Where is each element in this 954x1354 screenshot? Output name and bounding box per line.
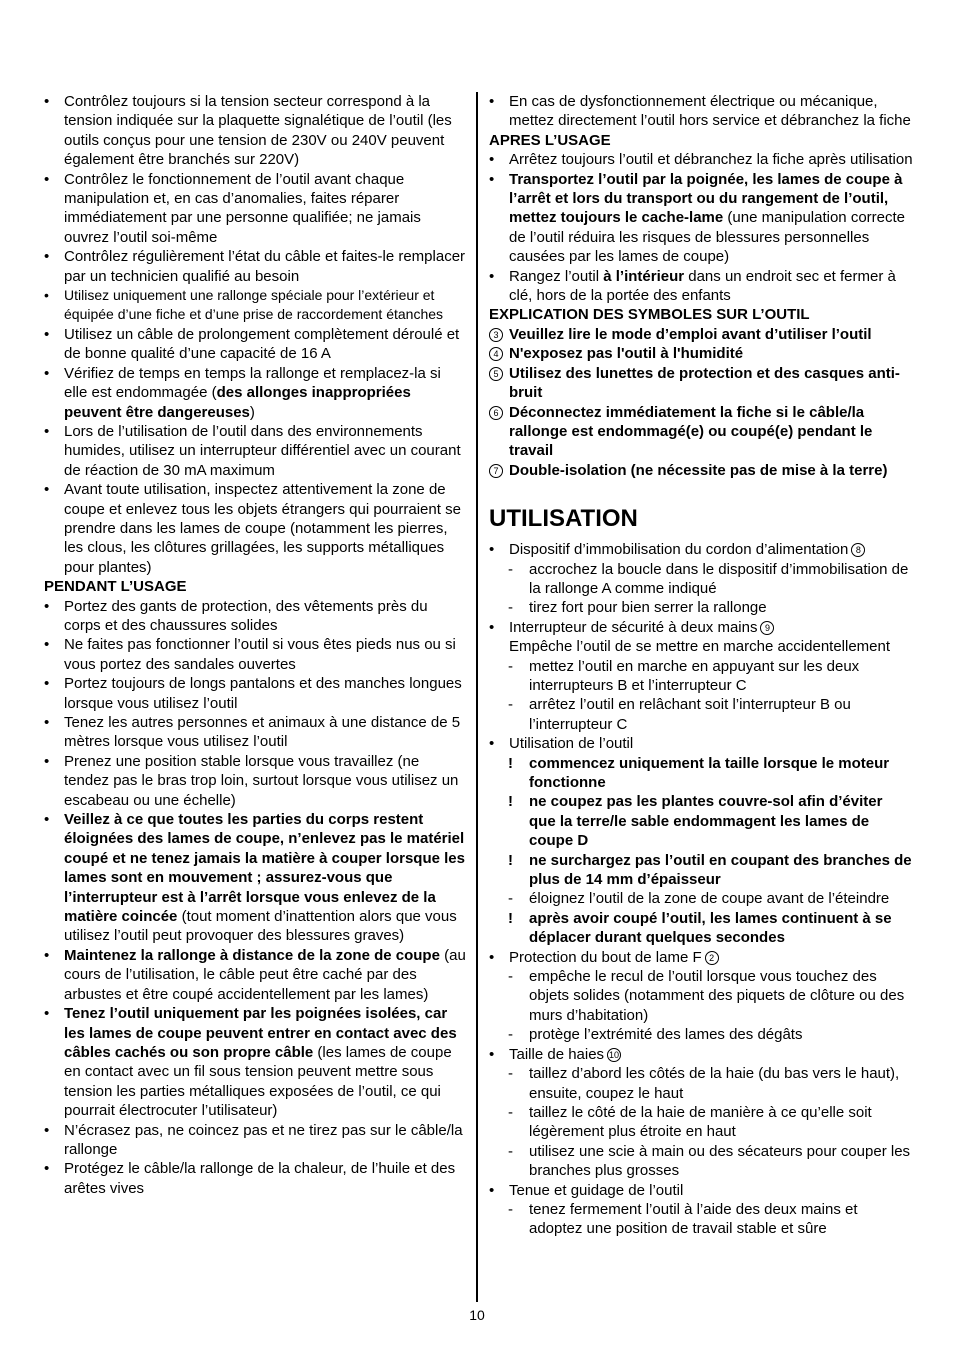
circled-number: 3 <box>489 328 503 342</box>
list-item: • Protégez le câble/la rallonge de la chaleur, de l’huile et des arêtes vives <box>44 1159 466 1198</box>
list-item: • Tenez les autres personnes et animaux à une distance de 5 mètres lorsque vous utilisez l’outil <box>44 713 466 752</box>
list-item: • Tenue et guidage de l’outil <box>489 1181 913 1200</box>
sub-item: - mettez l’outil en marche en appuyant sur les deux interrupteurs B et l’interrupteur C <box>508 657 860 694</box>
symbol-item: 4 N'exposez pas l'outil à l'humidité <box>489 344 913 363</box>
symbol-item: 6 Déconnectez immédiatement la fiche si le câble/la rallonge est endommagé(e) ou coupé(e) pendant le travail <box>489 403 913 461</box>
list-item: • En cas de dysfonctionnement électrique ou mécanique, mettez directement l’outil hors service et débranchez la fiche <box>489 92 913 131</box>
warning-text: Veillez à ce que toutes les parties du corps restent éloignées des lames de coupe, n’enlevez pas le matériel coupé et ne tenez jamais la matière à couper lorsque les lames sont en mouvement ; assurez-vous que l’interrupteur est à l’arrêt lorsque vous enlevez de la matière coincée <box>64 811 465 926</box>
list-item: • Utilisez un câble de prolongement complètement déroulé et de bonne qualité d’une capacité de 16 A <box>44 325 466 364</box>
warning-text: des allonges inappropriées peuvent être dangereuses <box>64 384 411 421</box>
list-item: • Protection du bout de lame F 2 <box>489 948 913 967</box>
sub-item: - empêche le recul de l’outil lorsque vous touchez des objets solides (notamment des piquets de clôture ou des murs d’habitation) <box>508 968 905 1024</box>
sub-item: - tenez fermement l’outil à l’aide des deux mains et adoptez une position de travail stable et sûre <box>508 1200 858 1238</box>
warning-item: ! après avoir coupé l’outil, les lames continuent à se déplacer durant quelques secondes <box>508 909 892 947</box>
list-item: • Portez toujours de longs pantalons et des manches longues lorsque vous utilisez l’outil <box>44 674 466 713</box>
sub-item: - taillez d’abord les côtés de la haie (du bas vers le haut), ensuite, coupez le haut <box>508 1065 900 1102</box>
section-title-utilisation: UTILISATION <box>489 505 638 533</box>
list-item: • Contrôlez le fonctionnement de l’outil avant chaque manipulation et, en cas d’anomalies, faites réparer immédiatement par une personne qualifiée; ne jamais ouvrez l’outil soi-même <box>44 170 466 248</box>
warning-item: ! ne coupez pas les plantes couvre-sol afin d’éviter que la terre/le sable endommagent les lames de coupe D <box>508 793 883 850</box>
list-item: • Lors de l’utilisation de l’outil dans des environnements humides, utilisez un interrupteur différentiel avec un courant de réaction de 30 mA maximum <box>44 422 466 480</box>
symbol-item: 7 Double-isolation (ne nécessite pas de mise à la terre) <box>489 461 913 480</box>
warning-item: ! ne surchargez pas l’outil en coupant des branches de plus de 14 mm d’épaisseur <box>508 851 912 889</box>
list-item: • Taille de haies 10 <box>489 1045 913 1064</box>
description-text: Empêche l’outil de se mettre en marche accidentellement <box>509 638 891 656</box>
list-item: • Contrôlez toujours si la tension secteur correspond à la tension indiquée sur la plaquette signalétique de l’outil (les outils conçus pour une tension de 230V ou 240V peuvent également être branchés sur 220V) <box>44 92 466 170</box>
list-item: • Maintenez la rallonge à distance de la zone de coupe (au cours de l’utilisation, le câble peut être caché par des arbustes et être coupé accidentellement par les lames) <box>44 946 466 1004</box>
circled-number: 4 <box>489 347 503 361</box>
section-heading-apres: APRES L’USAGE <box>489 131 611 149</box>
sub-item: - accrochez la boucle dans le dispositif d’immobilisation de la rallonge A comme indiqué <box>508 560 909 597</box>
circled-number: 7 <box>489 464 503 478</box>
list-item: • Tenez l’outil uniquement par les poignées isolées, car les lames de coupe peuvent entrer en contact avec des câbles cachés ou son propre câble (les lames de coupe en contact avec un fil sous tension peuvent mettre sous tension les parties métalliques exposées de l’outil, ce qui pourrait électrocuter l’utilisateur) <box>44 1004 466 1120</box>
list-item: • Arrêtez toujours l’outil et débranchez la fiche après utilisation <box>489 150 913 169</box>
warning-text: Maintenez la rallonge à distance de la zone de coupe <box>64 946 440 964</box>
list-item: • Ne faites pas fonctionner l’outil si vous êtes pieds nus ou si vous portez des sandales ouvertes <box>44 635 466 674</box>
sub-item: - arrêtez l’outil en relâchant soit l’interrupteur B ou l’interrupteur C <box>508 696 851 733</box>
list-item: • Prenez une position stable lorsque vous travaillez (ne tendez pas le bras trop loin, surtout lorsque vous utilisez un escabeau ou une échelle) <box>44 752 466 810</box>
circled-number: 6 <box>489 406 503 420</box>
list-item: • N’écrasez pas, ne coincez pas et ne tirez pas sur le câble/la rallonge <box>44 1121 466 1160</box>
list-item: • Utilisez uniquement une rallonge spéciale pour l’extérieur et équipée d’une fiche et d’une prise de raccordement étanches <box>44 286 466 325</box>
warning-text: Tenez l’outil uniquement par les poignées isolées, car les lames de coupe peuvent entrer en contact avec des câbles cachés ou son propre câble <box>64 1005 457 1061</box>
right-column <box>489 92 913 1239</box>
sub-item: - taillez le côté de la haie de manière à ce qu’elle soit légèrement plus étroite en haut <box>508 1103 872 1141</box>
list-item: • Dispositif d’immobilisation du cordon d’alimentation 8 <box>489 540 913 559</box>
section-heading-symboles: EXPLICATION DES SYMBOLES SUR L’OUTIL <box>489 306 810 324</box>
list-item: • Transportez l’outil par la poignée, les lames de coupe à l’arrêt et lors du transport ou du rangement de l’outil, mettez toujours le cache-lame (une manipulation correcte de l’outil réduira les risques de blessures personnelles causées par les lames de coupe) <box>489 170 913 267</box>
circled-number: 9 <box>760 621 774 635</box>
page-number: 10 <box>469 1307 485 1323</box>
list-item: • Utilisation de l’outil <box>489 734 913 753</box>
sub-item: - protège l’extrémité des lames des dégâts <box>508 1026 803 1044</box>
list-item: • Contrôlez régulièrement l’état du câble et faites-le remplacer par un technicien qualifié au besoin <box>44 247 466 286</box>
list-item: • Portez des gants de protection, des vêtements près du corps et des chaussures solides <box>44 597 466 636</box>
warning-item: ! commencez uniquement la taille lorsque le moteur fonctionne <box>508 754 890 791</box>
list-item: • Vérifiez de temps en temps la rallonge et remplacez-la si elle est endommagée (des allonges inappropriées peuvent être dangereuses) <box>44 364 466 422</box>
list-item: • Interrupteur de sécurité à deux mains 9 <box>489 618 913 637</box>
list-item: • Rangez l’outil à l’intérieur dans un endroit sec et fermer à clé, hors de la portée des enfants <box>489 267 913 306</box>
circled-number: 5 <box>489 367 503 381</box>
list-item: • Avant toute utilisation, inspectez attentivement la zone de coupe et enlevez tous les objets étrangers qui pourraient se prendre dans les lames de coupe (notamment les pierres, les clous, les clôtures grillagées, les supports métalliques pour plantes) <box>44 480 466 577</box>
column-divider <box>476 92 478 1302</box>
circled-number: 2 <box>705 951 719 965</box>
section-heading-pendant: PENDANT L’USAGE <box>44 578 187 596</box>
circled-number: 10 <box>609 1049 620 1060</box>
left-column <box>44 92 466 1198</box>
circled-number: 8 <box>851 543 865 557</box>
symbol-item: 5 Utilisez des lunettes de protection et des casques anti-bruit <box>489 364 913 403</box>
sub-item: - tirez fort pour bien serrer la rallonge <box>508 599 767 617</box>
list-item: • Veillez à ce que toutes les parties du corps restent éloignées des lames de coupe, n’enlevez pas le matériel coupé et ne tenez jamais la matière à couper lorsque les lames sont en mouvement ; assurez-vous que l’interrupteur est à l’arrêt lorsque vous enlevez de la matière coincée (tout moment d’inattention alors que vous utilisez l’outil peut provoquer des blessures graves) <box>44 810 466 946</box>
sub-item: - utilisez une scie à main ou des sécateurs pour couper les branches plus grosses <box>508 1142 911 1180</box>
warning-text: Transportez l’outil par la poignée, les lames de coupe à l’arrêt et lors du transport ou du rangement de l’outil, mettez toujours le cache-lame <box>509 170 903 227</box>
sub-item: - éloignez l’outil de la zone de coupe avant de l’éteindre <box>508 890 890 908</box>
symbol-item: 3 Veuillez lire le mode d’emploi avant d’utiliser l’outil <box>489 325 913 344</box>
